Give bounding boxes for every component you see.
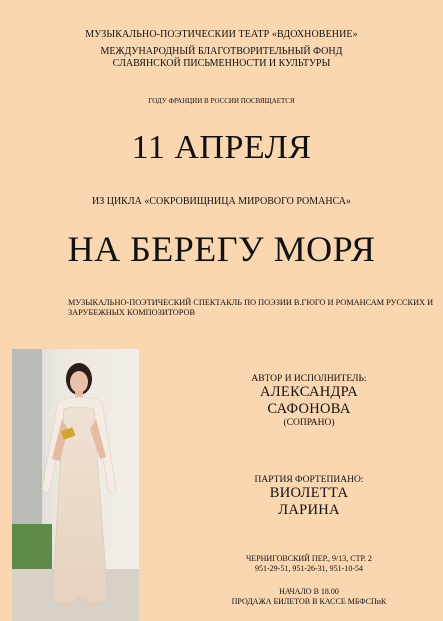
org-line-1: МУЗЫКАЛЬНО-ПОЭТИЧЕСКИИ ТЕАТР «ВДОХНОВЕНИЕ»: [85, 29, 358, 40]
start-time: НАЧАЛО В 18.00: [279, 587, 339, 596]
author-first-name: АЛЕКСАНДРА: [260, 384, 358, 400]
performer-photo: [12, 349, 139, 621]
org-line-3: СЛАВЯНСКОЙ ПИСЬМЕННОСТИ И КУЛЬТУРЫ: [112, 58, 331, 69]
ticket-info: ПРОДАЖА БИЛЕТОВ В КАССЕ МБФСПиК: [231, 597, 387, 606]
pianist-first-name: ВИОЛЕТТА: [269, 485, 349, 501]
event-description: МУЗЫКАЛЬНО-ПОЭТИЧЕСКИЙ СПЕКТАКЛЬ ПО ПОЭЗИИ В.ГЮГО И РОМАНСАМ РУССКИХ И ЗАРУБЕЖНЫХ КОМПОЗИТОРОВ: [68, 298, 434, 317]
dedication: ГОДУ ФРАНЦИИ В РОССИИ ПОСВЯЩАЕТСЯ: [148, 97, 295, 105]
piano-label: ПАРТИЯ ФОРТЕПИАНО:: [254, 475, 364, 485]
venue-address: ЧЕРНИГОВСКИЙ ПЕР., 9/13, СТР. 2: [246, 554, 372, 563]
event-title: НА БЕРЕГУ МОРЯ: [67, 229, 376, 269]
venue-phones: 951-29-51, 951-26-31, 951-10-54: [255, 564, 363, 573]
org-line-2: МЕЖДУНАРОДНЫЙ БЛАГОТВОРИТЕЛЬНЫЙ ФОНД: [100, 46, 343, 57]
event-date: 11 АПРЕЛЯ: [131, 129, 312, 166]
cycle-subtitle: ИЗ ЦИКЛА «СОКРОВИЩНИЦА МИРОВОГО РОМАНСА»: [92, 196, 351, 207]
author-voice: (СОПРАНО): [283, 418, 335, 428]
author-last-name: САФОНОВА: [267, 401, 351, 417]
pianist-last-name: ЛАРИНА: [278, 502, 340, 518]
author-label: АВТОР И ИСПОЛНИТЕЛЬ:: [251, 374, 367, 384]
